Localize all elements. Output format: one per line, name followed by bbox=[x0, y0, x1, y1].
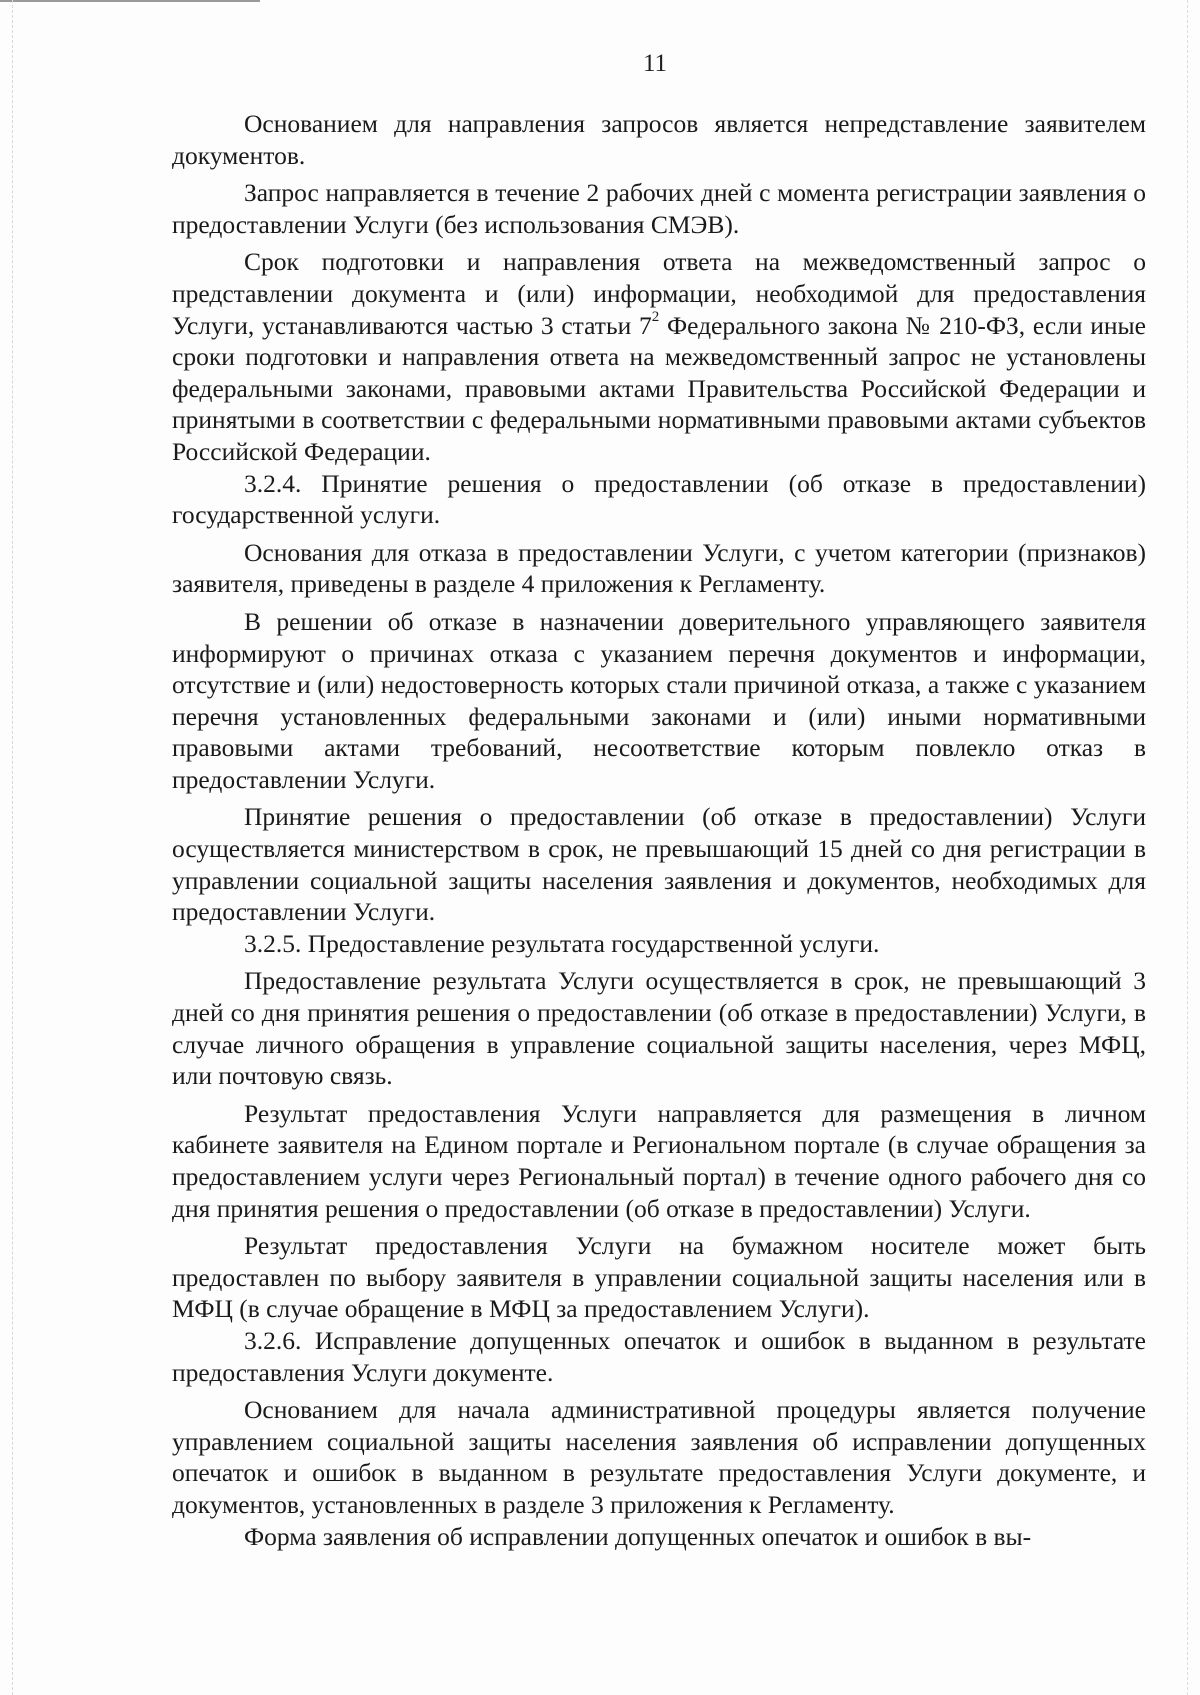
page-number: 11 bbox=[642, 50, 668, 77]
superscript: 2 bbox=[651, 309, 660, 326]
paragraph: Результат предоставления Услуги направляется для размещения в личном кабинете заявителя на Едином портале и Региональном портале (в случае обращения за предоставлением услуги через Региональный портал) в течение одного рабочего дня со дня принятия решения о предоставлении (об отказе в предоставлении) Услуги. bbox=[172, 1098, 1146, 1223]
paragraph: Принятие решения о предоставлении (об отказе в предоставлении) Услуги осуществляется министерством в срок, не превышающий 15 дней со дня регистрации в управлении социальной защиты населения заявления и документов, необходимых для предоставлении Услуги. bbox=[172, 802, 1146, 927]
paragraph: В решении об отказе в назначении доверительного управляющего заявителя информируют о причинах отказа с указанием перечня документов и информации, отсутствие и (или) недостоверность которых стали причиной отказа, а также с указанием перечня установленных федеральными законами и (или) иными нормативными правовыми актами требований, несоответствие которым повлекло отказ в предоставлении Услуги. bbox=[172, 606, 1146, 794]
paragraph: Результат предоставления Услуги на бумажном носителе может быть предоставлен по выбору заявителя в управлении социальной защиты населения или в МФЦ (в случае обращение в МФЦ за предоставлением Услуги). bbox=[172, 1231, 1146, 1324]
document-body bbox=[172, 108, 1146, 1552]
section-heading: 3.2.4. Принятие решения о предоставлении (об отказе в предоставлении) государственной услуги. bbox=[172, 468, 1146, 530]
paragraph: Основанием для направления запросов является непредставление заявителем документов. bbox=[172, 109, 1146, 170]
paragraph bbox=[172, 246, 1146, 467]
paragraph: Форма заявления об исправлении допущенных опечаток и ошибок в вы- bbox=[244, 1521, 1032, 1551]
scan-edge-right bbox=[1187, 0, 1188, 1695]
paragraph: Предоставление результата Услуги осуществляется в срок, не превышающий 3 дней со дня принятия решения о предоставлении (об отказе в предоставлении) Услуги, в случае личного обращения в управление социальной защиты населения, через МФЦ, или почтовую связь. bbox=[172, 966, 1146, 1091]
paragraph: Запрос направляется в течение 2 рабочих дней с момента регистрации заявления о предоставлении Услуги (без использования СМЭВ). bbox=[172, 178, 1146, 239]
section-heading: 3.2.5. Предоставление результата государственной услуги. bbox=[244, 928, 880, 958]
paragraph: Основанием для начала административной процедуры является получение управлением социальной защиты населения заявления об исправлении допущенных опечаток и ошибок в выданном в результате предоставления Услуги документе, и документов, установленных в разделе 3 приложения к Регламенту. bbox=[172, 1395, 1146, 1519]
section-heading: 3.2.6. Исправление допущенных опечаток и ошибок в выданном в результате предоставления Услуги документе. bbox=[172, 1325, 1146, 1387]
scan-edge-left bbox=[12, 0, 13, 1695]
paragraph-text: Срок подготовки и направления ответа на межведомственный запрос о представлении документа и (или) информации, необходимой для предоставления Услуги, устанавливаются частью 3 статьи 7 bbox=[172, 247, 1146, 340]
paragraph-text-continued: Федерального закона № 210-ФЗ, если иные сроки подготовки и направления ответа на межведомственный запрос не установлены федеральными законами, правовыми актами Правительства Российской Федерации и принятыми в соответствии с федеральными нормативными правовыми актами субъектов Российской Федерации. bbox=[172, 310, 1146, 466]
scan-edge-mark bbox=[0, 0, 260, 8]
paragraph: Основания для отказа в предоставлении Услуги, с учетом категории (признаков) заявителя, приведены в разделе 4 приложения к Регламенту. bbox=[172, 537, 1146, 599]
